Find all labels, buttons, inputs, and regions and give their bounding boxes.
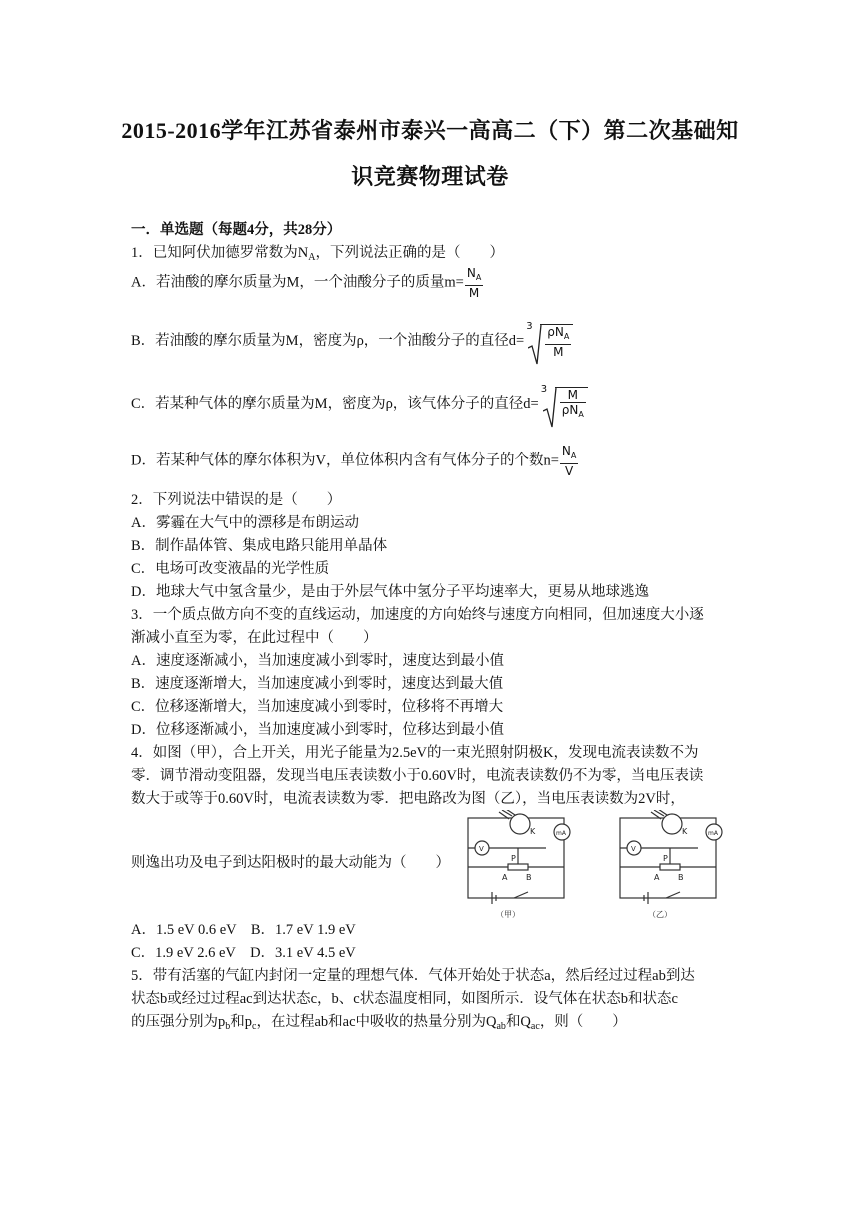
label-P: P (511, 854, 516, 863)
doc-title-line2: 识竞赛物理试卷 (351, 164, 509, 189)
label-A: A (654, 873, 660, 882)
doc-title-line1: 2015-2016学年江苏省泰州市泰兴一高高二（下）第二次基础知 (121, 118, 739, 143)
section-heading: 一．单选题（每题4分，共28分） (131, 222, 342, 238)
q4-stem-line1: 4．如图（甲），合上开关，用光子能量为2.5eV的一束光照射阴极K，发现电流表读数不为 (131, 745, 699, 761)
circuit-diagram-jia (462, 810, 574, 920)
q3-option-c: C．位移逐渐增大，当加速度减小到零时，位移将不再增大 (131, 699, 504, 715)
q4-options-ab: A．1.5 eV 0.6 eV B．1.7 eV 1.9 eV (131, 922, 356, 938)
label-K: K (530, 827, 536, 836)
q5-stem-line3: 的压强分别为$p_b$和$p_c$，在过程ab和ac中吸收的热量分别为$Q_{ab}$和$Q_{ac}$，则（ ） (131, 1014, 627, 1032)
q1-option-c: C．若某种气体的摩尔质量为M，密度为ρ，该气体分子的直径d= 3 $\frac{M}{\rho N_A}$ (131, 387, 588, 422)
q2-option-c: C．电场可改变液晶的光学性质 (131, 561, 330, 577)
formula-cuberoot-rhoNA-over-M: 3 $\frac{\rho N_A}{M}$ (526, 324, 573, 359)
q5-stem-line2: 状态b或经过过程ac到达状态c，b、c状态温度相同，如图所示．设气体在状态b和状态c (131, 991, 678, 1007)
q1-option-a: A．若油酸的摩尔质量为M，一个油酸分子的质量m= $\frac{N_A}{M}$ (131, 266, 482, 300)
q4-options-cd: C．1.9 eV 2.6 eV D．3.1 eV 4.5 eV (131, 945, 356, 961)
q2-stem: 2．下列说法中错误的是（ ） (131, 492, 342, 508)
q4-stem-line3: 数大于或等于0.60V时，电流表读数为零．把电路改为图（乙），当电压表读数为2V时， (131, 791, 685, 807)
label-A: A (502, 873, 508, 882)
label-mA: mA (708, 830, 718, 837)
label-B: B (526, 873, 532, 882)
circuit-diagram-yi (614, 810, 726, 920)
formula-nA-over-M: $\frac{N_A}{M}$ (466, 266, 482, 300)
q2-option-b: B．制作晶体管、集成电路只能用单晶体 (131, 538, 388, 554)
q3-option-a: A．速度逐渐减小，当加速度减小到零时，速度达到最小值 (131, 653, 504, 669)
q1-option-b: B．若油酸的摩尔质量为M，密度为ρ，一个油酸分子的直径d= 3 $\frac{\rho N_A}{M}$ (131, 324, 573, 359)
label-K: K (682, 827, 688, 836)
formula-cuberoot-M-over-rhoNA: 3 $\frac{M}{\rho N_A}$ (541, 387, 588, 422)
q3-stem-line1: 3．一个质点做方向不变的直线运动，加速度的方向始终与速度方向相同，但加速度大小逐 (131, 607, 704, 623)
q2-option-d: D．地球大气中氢含量少，是由于外层气体中氢分子平均速率大，更易从地球逃逸 (131, 584, 649, 600)
label-B: B (678, 873, 684, 882)
q3-stem-line2: 渐减小直至为零，在此过程中（ ） (131, 630, 378, 646)
label-V: V (479, 845, 484, 853)
label-mA: mA (556, 830, 566, 837)
q1-stem: 1．已知阿伏加德罗常数为$N_A$，下列说法正确的是（ ） (131, 245, 504, 263)
q2-option-a: A．雾霾在大气中的漂移是布朗运动 (131, 515, 359, 531)
formula-NA-over-V: $\frac{N_A}{V}$ (561, 444, 577, 478)
q4-stem-line2: 零．调节滑动变阻器，发现当电压表读数小于0.60V时，电流表读数仍不为零，当电压表读 (131, 768, 704, 784)
q4-stem-line4: 则逸出功及电子到达阳极时的最大动能为（ ） (131, 855, 450, 871)
label-V: V (631, 845, 636, 853)
q3-option-d: D．位移逐渐减小，当加速度减小到零时，位移达到最小值 (131, 722, 504, 738)
fig-caption-jia: （甲） (496, 910, 520, 919)
label-P: P (663, 854, 668, 863)
q1-option-d: D．若某种气体的摩尔体积为V，单位体积内含有气体分子的个数n= $\frac{N_A}{V}$ (131, 444, 577, 478)
q3-option-b: B．速度逐渐增大，当加速度减小到零时，速度达到最大值 (131, 676, 504, 692)
fig-caption-yi: （乙） (648, 910, 672, 919)
q5-stem-line1: 5．带有活塞的气缸内封闭一定量的理想气体．气体开始处于状态a，然后经过过程ab到达 (131, 968, 695, 984)
